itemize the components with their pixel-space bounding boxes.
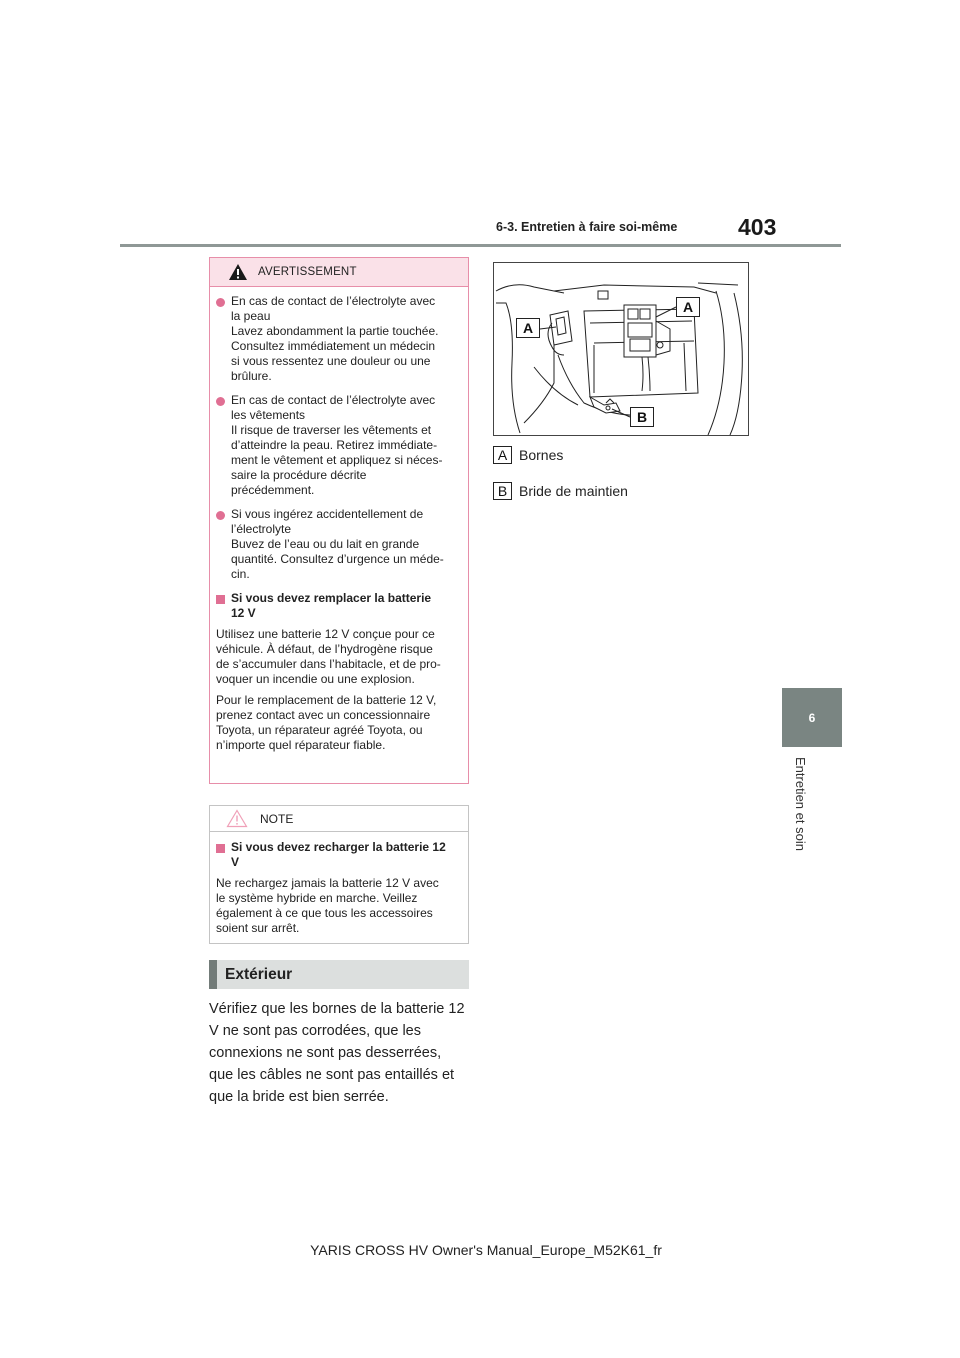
text-line: si vous ressentez une douleur ou une <box>231 354 431 368</box>
text-line: que la bride est bien serrée. <box>209 1089 389 1105</box>
text-line: de s’accumuler dans l’habitacle, et de pro- <box>216 657 441 671</box>
chapter-title: Entretien et soin <box>793 757 808 851</box>
note-paragraph <box>216 876 462 936</box>
text-line: saire la procédure décrite <box>231 468 367 482</box>
section-title: 6-3. Entretien à faire soi-même <box>496 220 678 234</box>
warning-subheading <box>216 591 462 621</box>
legend-item-bride <box>493 482 628 500</box>
text-line: cin. <box>231 567 250 581</box>
chapter-tab[interactable] <box>782 688 842 747</box>
warning-label: AVERTISSEMENT <box>258 266 357 278</box>
warning-icon <box>228 263 248 281</box>
text-line: En cas de contact de l’électrolyte avec <box>231 393 436 407</box>
text-line: prenez contact avec un concessionnaire <box>216 708 431 722</box>
note-label: NOTE <box>260 811 294 826</box>
legend-item-bornes <box>493 446 563 464</box>
footer-text: YARIS CROSS HV Owner's Manual_Europe_M52K61_fr <box>310 1242 662 1258</box>
callout-label: A <box>522 320 534 336</box>
text-line: V <box>231 855 240 869</box>
caution-icon <box>226 809 248 828</box>
text-line: véhicule. À défaut, de l’hydrogène risque <box>216 642 433 656</box>
text-line: l’électrolyte <box>231 522 292 536</box>
note-subheading <box>216 840 462 870</box>
callout-b <box>630 407 654 427</box>
text-line: voquer un incendie ou une explosion. <box>216 672 415 686</box>
square-bullet-icon <box>216 844 225 853</box>
text-line: En cas de contact de l’électrolyte avec <box>231 294 436 308</box>
text-line: que les câbles ne sont pas entaillés et <box>209 1067 455 1083</box>
legend-key: B <box>493 482 512 500</box>
text-line: connexions ne sont pas desserrées, <box>209 1045 442 1061</box>
text-line: n’importe quel réparateur fiable. <box>216 738 386 752</box>
text-line: ment le vêtement et appliquez si néces- <box>231 453 443 467</box>
text-line: Utilisez une batterie 12 V conçue pour ce <box>216 627 435 641</box>
bullet-dot-icon <box>216 511 225 520</box>
text-line: Consultez immédiatement un médecin <box>231 339 436 353</box>
text-line: Si vous devez remplacer la batterie <box>231 591 432 605</box>
chapter-number: 6 <box>808 710 816 725</box>
warning-header <box>210 258 468 287</box>
text-line: 12 V <box>231 606 256 620</box>
text-line: quantité. Consultez d’urgence un méde- <box>231 552 444 566</box>
text-line: Si vous ingérez accidentellement de <box>231 507 424 521</box>
legend-label: Bornes <box>519 447 564 463</box>
text-line: le système hybride en marche. Veillez <box>216 891 418 905</box>
warning-box <box>209 257 469 784</box>
page-number: 403 <box>738 214 777 240</box>
text-line: également à ce que tous les accessoires <box>216 906 433 920</box>
warning-bullet <box>216 393 462 498</box>
text-line: brûlure. <box>231 369 272 383</box>
text-line: les vêtements <box>231 408 306 422</box>
text-line: Ne rechargez jamais la batterie 12 V avec <box>216 876 439 890</box>
note-body <box>210 832 468 936</box>
legend-key: A <box>493 446 512 464</box>
warning-paragraph <box>216 693 462 753</box>
battery-illustration <box>493 262 749 436</box>
exterior-heading: Extérieur <box>209 960 469 989</box>
header-divider <box>120 244 841 247</box>
warning-paragraph <box>216 627 462 687</box>
exterior-paragraph <box>209 998 479 1108</box>
battery-drawing <box>494 263 749 436</box>
bullet-dot-icon <box>216 397 225 406</box>
warning-bullet <box>216 507 462 582</box>
legend-label: Bride de maintien <box>519 483 628 499</box>
text-line: soient sur arrêt. <box>216 921 300 935</box>
warning-bullet <box>216 294 462 384</box>
text-line: d’atteindre la peau. Retirez immédiate- <box>231 438 438 452</box>
warning-body <box>210 287 468 753</box>
text-line: Il risque de traverser les vêtements et <box>231 423 432 437</box>
text-line: la peau <box>231 309 271 323</box>
text-line: Buvez de l’eau ou du lait en grande <box>231 537 420 551</box>
callout-a-right <box>676 297 700 317</box>
bullet-dot-icon <box>216 298 225 307</box>
note-box <box>209 805 469 944</box>
callout-label: A <box>682 299 694 315</box>
text-line: Lavez abondamment la partie touchée. <box>231 324 439 338</box>
note-header <box>210 806 468 832</box>
callout-label: B <box>636 409 648 425</box>
text-line: Vérifiez que les bornes de la batterie 12 <box>209 1001 465 1017</box>
text-line: précédemment. <box>231 483 315 497</box>
text-line: Si vous devez recharger la batterie 12 <box>231 840 446 854</box>
text-line: Pour le remplacement de la batterie 12 V, <box>216 693 437 707</box>
text-line: V ne sont pas corrodées, que les <box>209 1023 421 1039</box>
square-bullet-icon <box>216 595 225 604</box>
callout-a-left <box>516 318 540 338</box>
text-line: Toyota, un réparateur agréé Toyota, ou <box>216 723 423 737</box>
